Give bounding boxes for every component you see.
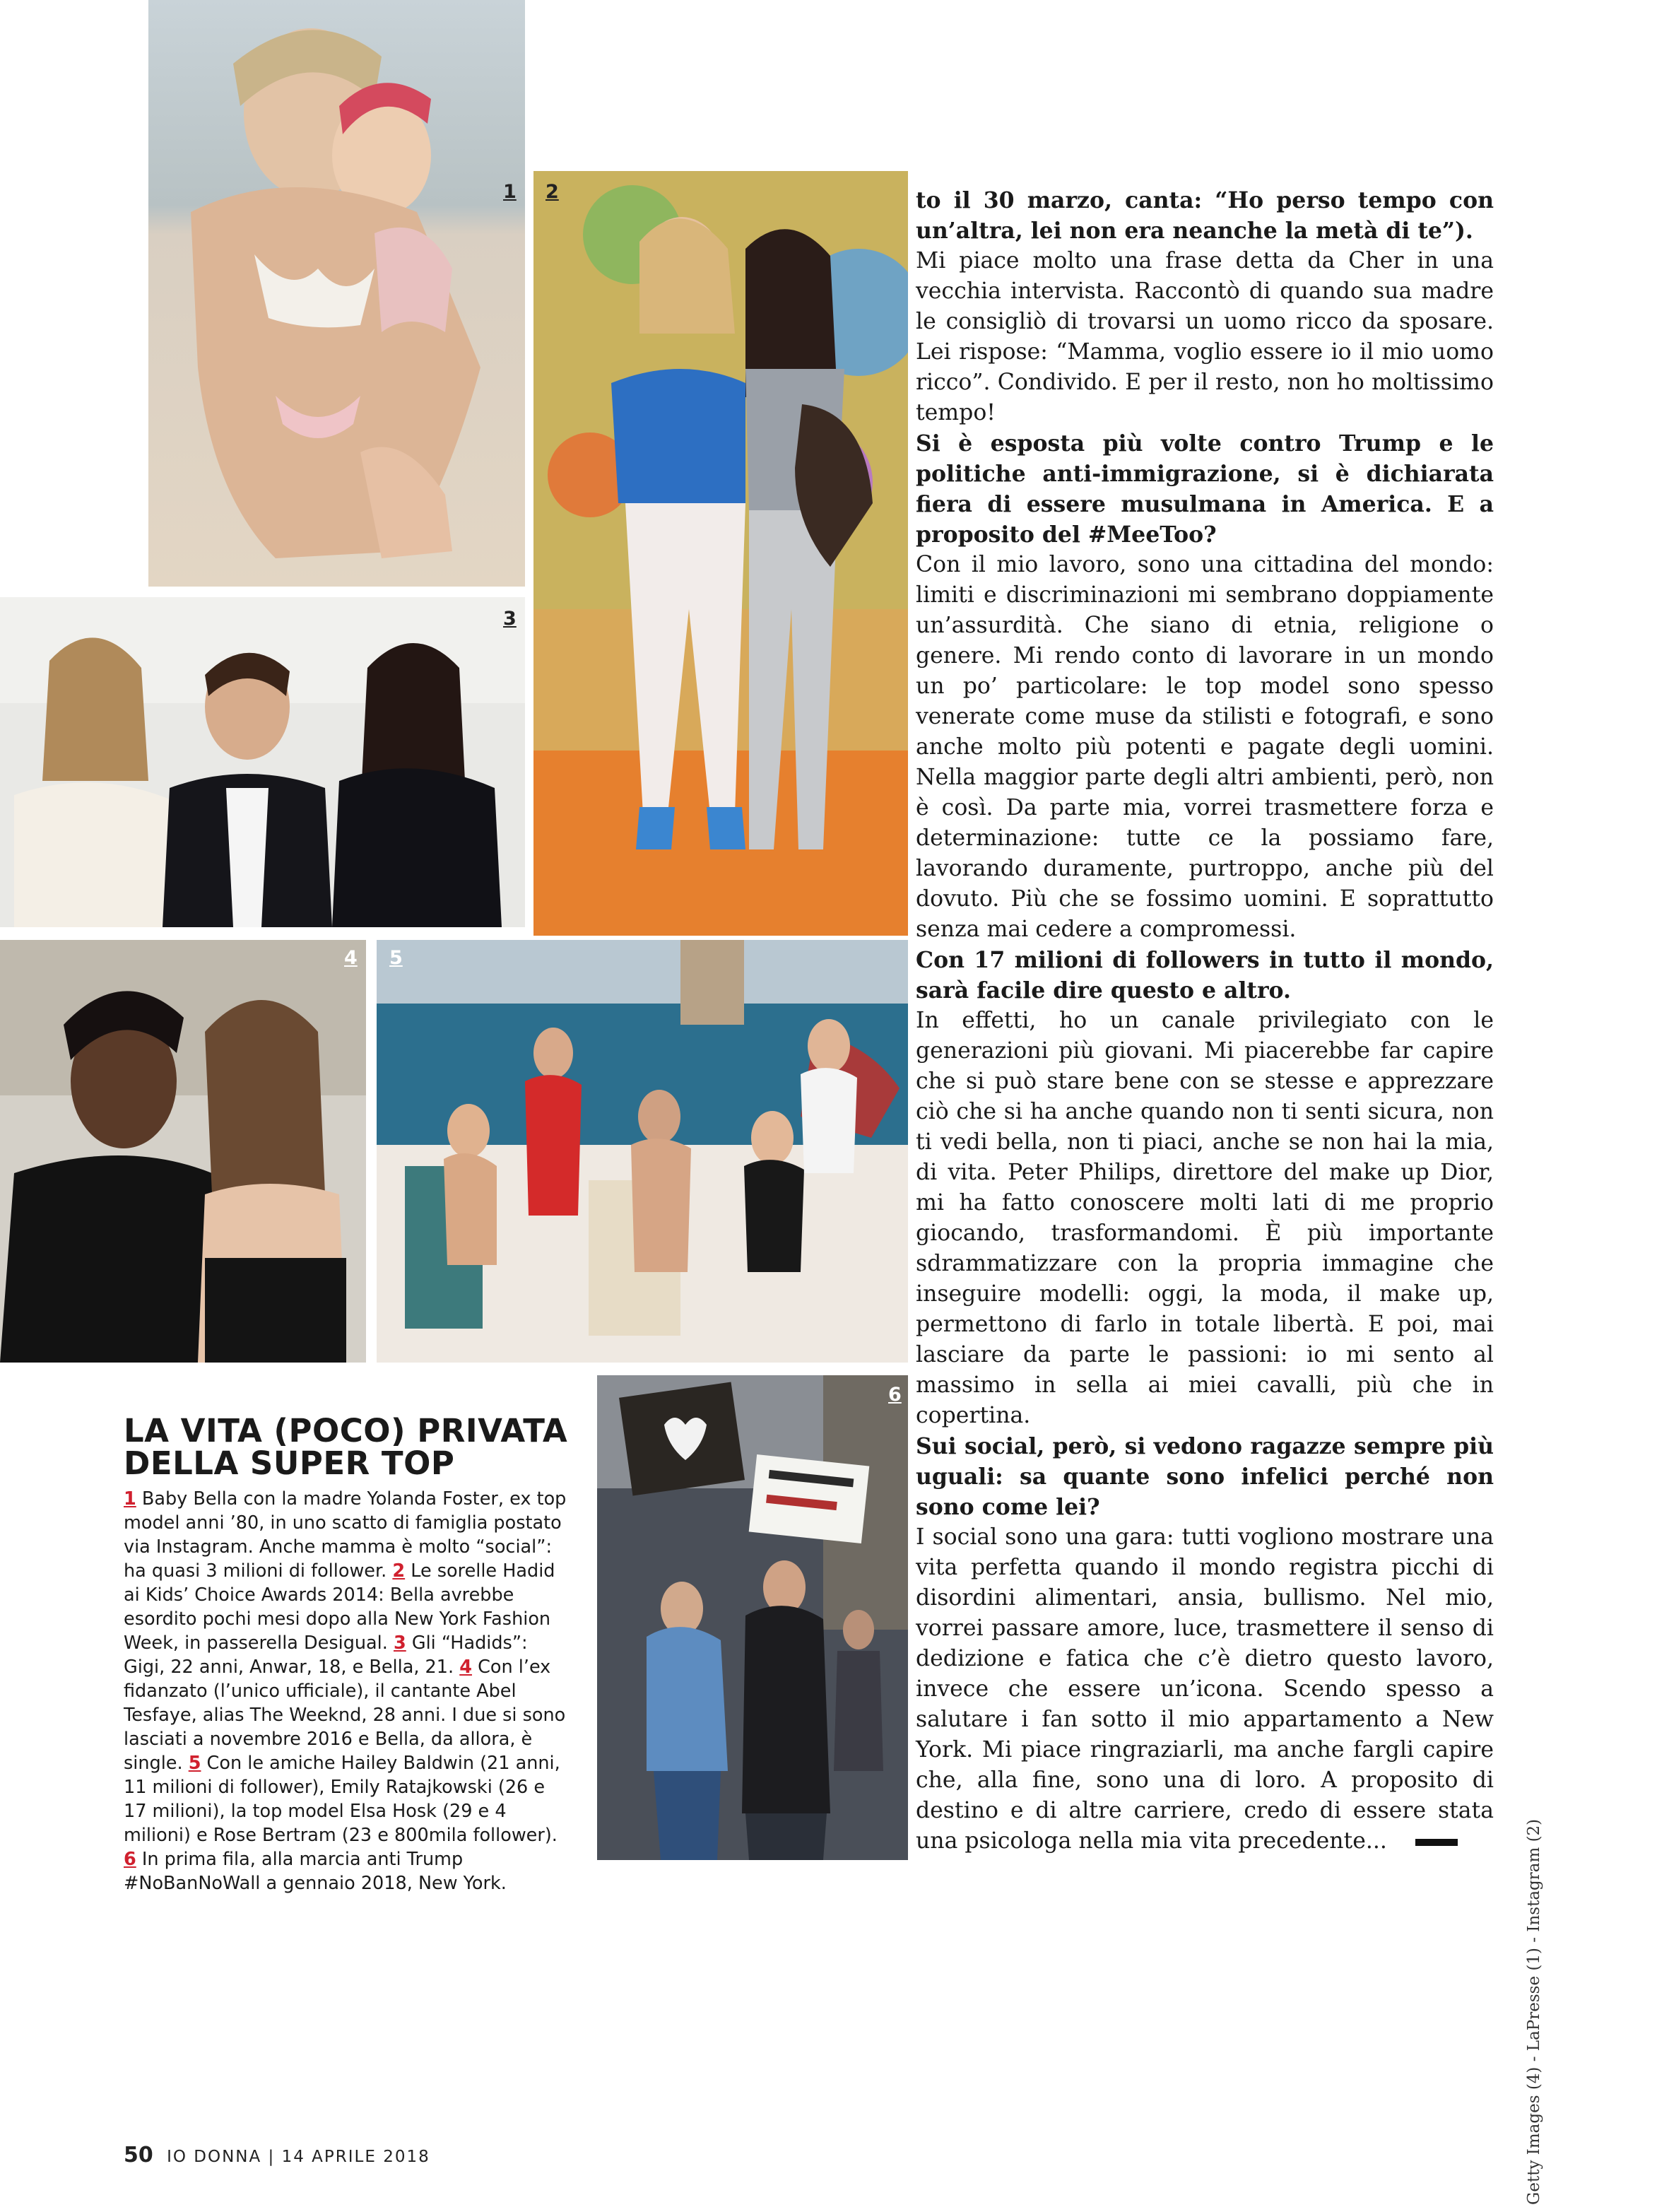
- caption-text-1: Baby Bella con la madre Yolanda Foster, ex top model anni ’80, in uno scatto di famiglia postato via Instagram. Anche mamma è molto “social”: ha quasi 3 milioni di follower.: [124, 1488, 567, 1582]
- sidebar-title: [124, 1412, 569, 1482]
- issue-date: 14 APRILE 2018: [281, 2148, 430, 2166]
- photo-6-march: [597, 1375, 908, 1860]
- article-text: [916, 185, 1494, 1857]
- caption-number-2: 2: [392, 1560, 406, 1582]
- article-question-4: Con 17 milioni di followers in tutto il mondo, sarà facile dire questo e altro.: [916, 947, 1494, 1004]
- article-paragraph-3: Con il mio lavoro, sono una cittadina del mondo: limiti e discriminazioni mi sembrano doppiamente un’assurdità. Che siano di etnia, religione o genere. Mi rendo conto di lavorare in un mondo un po’ particolare: le top model sono spesso venerate come muse da stilisti e fotografi, e sono anche molto più potenti e pagate degli uomini. Nella maggior parte degli altri ambienti, però, non è così. Da parte mia, vorrei trasmettere forza e determinazione: tutte ce la possiamo fare, lavorando duramente, purtroppo, anche più del dovuto. Più che se fossimo uomini. E soprattutto senza mai cedere a compromessi.: [916, 552, 1494, 942]
- photo-credit: Getty Images (4) - LaPresse (1) - Instagram (2): [1525, 1818, 1543, 2205]
- article-paragraph-7-wrap: [916, 1522, 1494, 1857]
- photo-1-number: 1: [503, 181, 517, 203]
- caption-number-4: 4: [459, 1657, 472, 1678]
- article-paragraph-5: In effetti, ho un canale privilegiato con le generazioni più giovani. Mi piacerebbe far capire che si può stare bene con se stesse e apprezzare ciò che si ha anche quando non ti senti sicura, non ti vedi bella, non ti piaci, anche se non hai la mia, di vita. Peter Philips, direttore del make up Dior, mi ha fatto conoscere molti lati di me proprio giocando, trasformandomi. È più importante sdrammatizzare con la propria immagine che inseguire modelli: oggi, la moda, il make up, permettono di farlo in totale libertà. E poi, mai lasciare da parte le passioni: io mi sento al massimo in sella ai miei cavalli, più che in copertina.: [916, 1008, 1494, 1428]
- photo-3-hadids: [0, 597, 525, 927]
- sidebar-title-line-2: DELLA SUPER TOP: [124, 1445, 455, 1482]
- caption-number-3: 3: [393, 1632, 406, 1654]
- photo-6-number: 6: [888, 1384, 902, 1406]
- caption-text-4: Con l’ex fidanzato (l’unico ufficiale), il cantante Abel Tesfaye, alias The Weeknd, 28 anni. I due si sono lasciati a novembre 2016 e Bella, da allora, è single.: [124, 1657, 566, 1774]
- caption-text-5: Con le amiche Hailey Baldwin (21 anni, 11 milioni di follower), Emily Ratajkowski (26 e 17 milioni), la top model Elsa Hosk (29 e 4 milioni) e Rose Bertram (23 e 800mila follower).: [124, 1753, 560, 1846]
- photo-3-number: 3: [503, 608, 517, 630]
- photo-5-number: 5: [389, 947, 403, 969]
- caption-text-6: In prima fila, alla marcia anti Trump #NoBanNoWall a gennaio 2018, New York.: [124, 1849, 507, 1894]
- caption-number-1: 1: [124, 1488, 136, 1510]
- page-number: 50: [124, 2143, 153, 2167]
- caption-text-2: Le sorelle Hadid ai Kids’ Choice Awards 2014: Bella avrebbe esordito pochi mesi dopo alla New York Fashion Week, in passerella Desigual.: [124, 1560, 555, 1654]
- photo-2-number: 2: [545, 181, 559, 203]
- page-footer: [124, 2143, 430, 2167]
- sidebar-title-line-1: LA VITA (POCO) PRIVATA: [124, 1412, 568, 1449]
- photo-5-boat-friends: [377, 940, 908, 1363]
- caption-number-5: 5: [188, 1753, 201, 1774]
- article-paragraph-0: to il 30 marzo, canta: “Ho perso tempo con un’altra, lei non era neanche la metà di te”).: [916, 187, 1494, 244]
- caption-text-3: Gli “Hadids”: Gigi, 22 anni, Anwar, 18, e Bella, 21.: [124, 1632, 528, 1678]
- end-of-article-mark: [1415, 1839, 1458, 1846]
- footer-separator: |: [268, 2148, 276, 2166]
- photo-2-kids-choice: [533, 171, 908, 936]
- caption-number-6: 6: [124, 1849, 136, 1870]
- article-question-6: Sui social, però, si vedono ragazze sempre più uguali: sa quante sono infelici perché non sono come lei?: [916, 1433, 1494, 1520]
- photo-4-weeknd: [0, 940, 366, 1363]
- article-paragraph-1: Mi piace molto una frase detta da Cher in una vecchia intervista. Raccontò di quando sua madre le consigliò di trovarsi un uomo ricco da sposare. Lei rispose: “Mamma, voglio essere io il mio uomo ricco”. Condivido. E per il resto, non ho moltissimo tempo!: [916, 248, 1494, 425]
- captions-sidebar: [124, 1412, 569, 1895]
- article-question-2: Si è esposta più volte contro Trump e le politiche anti-immigrazione, si è dichiarata fiera di essere musulmana in America. E a proposito del #MeeToo?: [916, 430, 1494, 548]
- photo-4-number: 4: [344, 947, 358, 969]
- magazine-name: IO DONNA: [167, 2148, 262, 2166]
- photo-1-beach: [148, 0, 525, 587]
- captions-body: [124, 1487, 569, 1895]
- article-paragraph-7: I social sono una gara: tutti vogliono mostrare una vita perfetta quando il mondo registra picchi di disordini alimentari, ansia, bullismo. Nel mio, vorrei passare amore, luce, trasmettere il senso di dedizione e fatica che c’è dietro questo lavoro, invece che essere un’icona. Scendo spesso a salutare i fan sotto il mio appartamento a New York. Mi piace ringraziarli, ma anche fargli capire che, alla fine, sono una di loro. A proposito di destino e di altre carriere, credo di essere stata una psicologa nella mia vita precedente...: [916, 1524, 1494, 1854]
